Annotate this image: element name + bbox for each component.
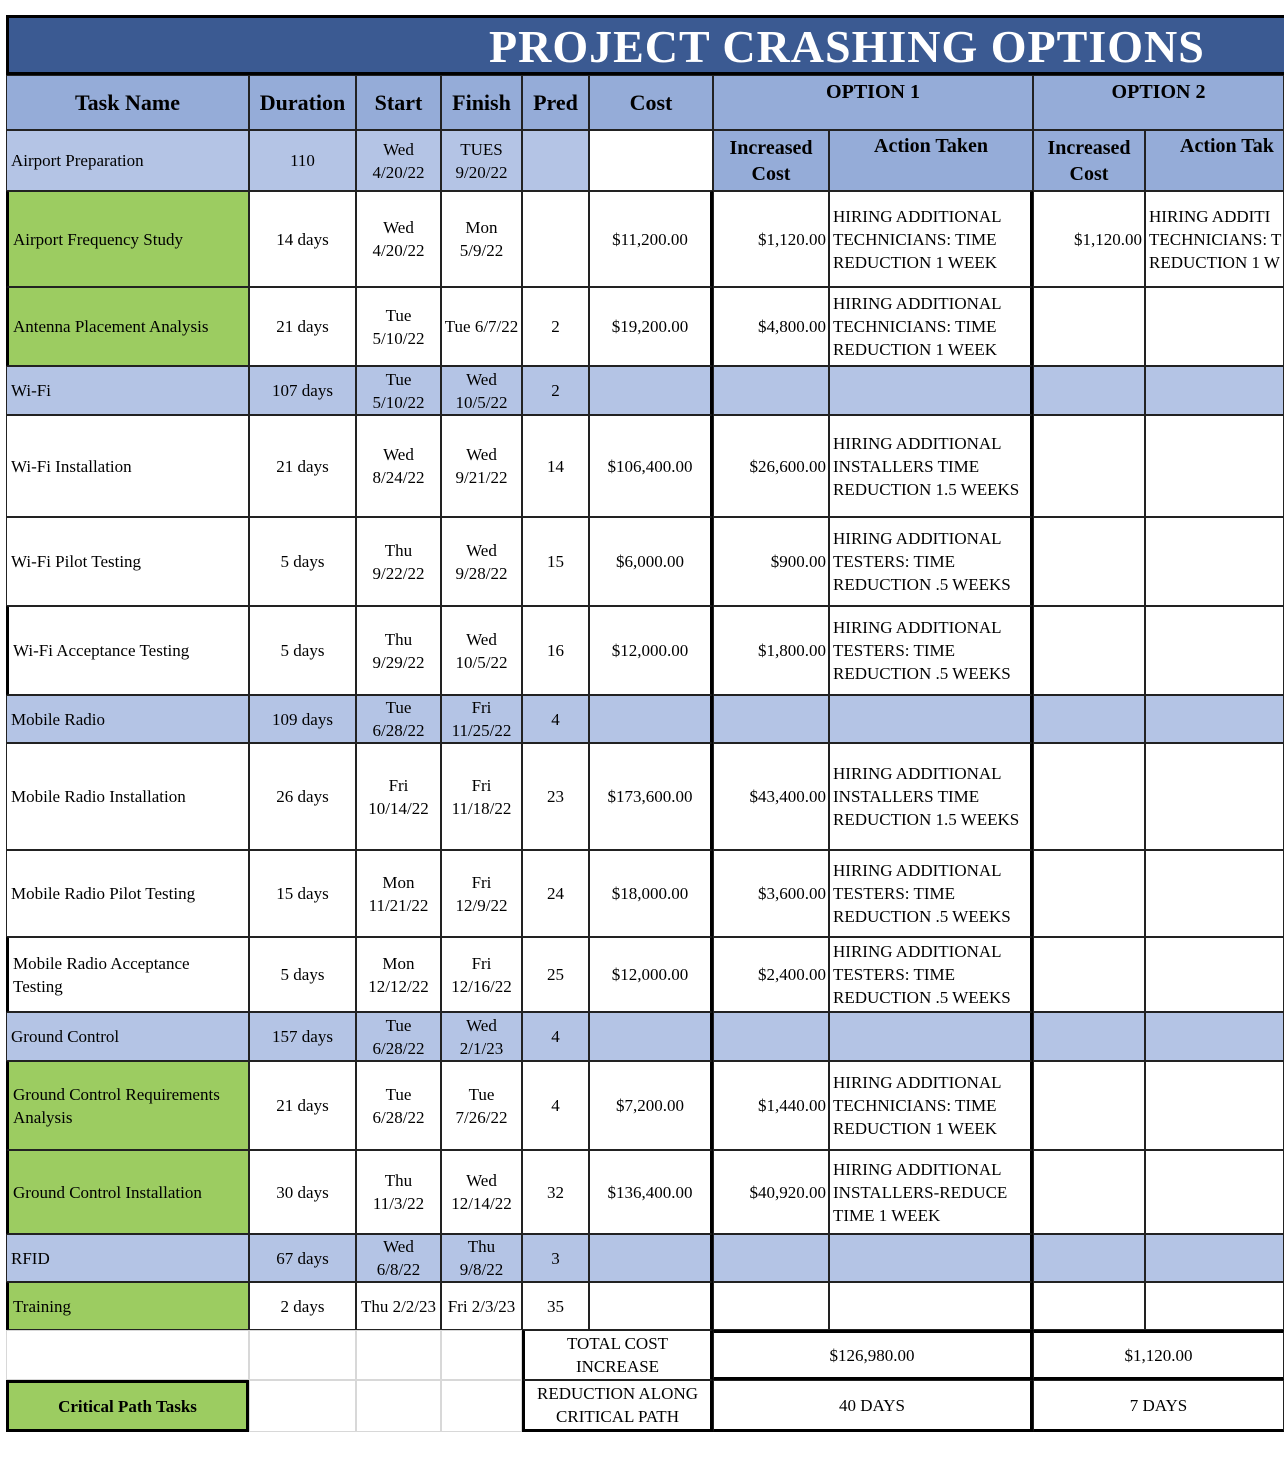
start-cell[interactable]: Wed 4/20/22: [356, 191, 441, 287]
action-taken-1-cell[interactable]: HIRING ADDITIONAL TESTERS: TIME REDUCTION .5 WEEKS: [829, 937, 1033, 1012]
start-cell[interactable]: Thu 9/22/22: [356, 517, 441, 606]
task-name-cell[interactable]: Wi-Fi Installation: [6, 415, 249, 517]
pred-cell[interactable]: 4: [522, 695, 589, 743]
duration-cell[interactable]: 157 days: [249, 1012, 356, 1061]
action-taken-1-cell[interactable]: [829, 366, 1033, 415]
total-cost-label[interactable]: TOTAL COST INCREASE: [522, 1330, 713, 1380]
action-taken-1-cell[interactable]: HIRING ADDITIONAL INSTALLERS TIME REDUCTION 1.5 WEEKS: [829, 743, 1033, 850]
finish-cell[interactable]: Tue 7/26/22: [441, 1061, 522, 1150]
finish-cell[interactable]: Fri 12/16/22: [441, 937, 522, 1012]
increased-cost-2-cell[interactable]: [1033, 1061, 1145, 1150]
action-taken-2-cell[interactable]: [1145, 415, 1284, 517]
action-taken-1-cell[interactable]: HIRING ADDITIONAL TESTERS: TIME REDUCTION .5 WEEKS: [829, 850, 1033, 937]
action-taken-1-cell[interactable]: [829, 1234, 1033, 1282]
duration-cell[interactable]: 107 days: [249, 366, 356, 415]
action-taken-2-cell[interactable]: [1145, 695, 1284, 743]
finish-cell[interactable]: Fri 11/18/22: [441, 743, 522, 850]
header-option-2[interactable]: OPTION 2: [1033, 75, 1284, 130]
finish-cell[interactable]: Fri 11/25/22: [441, 695, 522, 743]
reduction-option-2[interactable]: 7 DAYS: [1033, 1380, 1284, 1432]
task-name-cell[interactable]: Mobile Radio: [6, 695, 249, 743]
task-name-cell[interactable]: Wi-Fi Acceptance Testing: [6, 606, 249, 695]
action-taken-1-cell[interactable]: HIRING ADDITIONAL TECHNICIANS: TIME REDUCTION 1 WEEK: [829, 287, 1033, 366]
total-cost-option-2[interactable]: $1,120.00: [1033, 1330, 1284, 1380]
task-name-cell[interactable]: Mobile Radio Acceptance Testing: [6, 937, 249, 1012]
header-option-1[interactable]: OPTION 1: [713, 75, 1033, 130]
header-pred[interactable]: Pred: [522, 75, 589, 130]
increased-cost-2-cell[interactable]: [1033, 1282, 1145, 1330]
pred-cell[interactable]: 14: [522, 415, 589, 517]
pred-cell[interactable]: 24: [522, 850, 589, 937]
finish-cell[interactable]: Tue 6/7/22: [441, 287, 522, 366]
cost-cell[interactable]: [589, 1012, 713, 1061]
action-taken-2-cell[interactable]: [1145, 1012, 1284, 1061]
start-cell[interactable]: Wed 6/8/22: [356, 1234, 441, 1282]
duration-cell[interactable]: 2 days: [249, 1282, 356, 1330]
action-taken-1-cell[interactable]: HIRING ADDITIONAL INSTALLERS TIME REDUCTION 1.5 WEEKS: [829, 415, 1033, 517]
pred-cell[interactable]: 2: [522, 287, 589, 366]
cost-cell[interactable]: $173,600.00: [589, 743, 713, 850]
increased-cost-2-cell[interactable]: [1033, 695, 1145, 743]
pred-cell[interactable]: 25: [522, 937, 589, 1012]
pred-cell[interactable]: [522, 191, 589, 287]
increased-cost-1-cell[interactable]: $2,400.00: [713, 937, 829, 1012]
pred-cell[interactable]: 16: [522, 606, 589, 695]
empty-cell[interactable]: [356, 1330, 441, 1380]
action-taken-2-cell[interactable]: [1145, 937, 1284, 1012]
start-cell[interactable]: Mon 11/21/22: [356, 850, 441, 937]
cost-cell[interactable]: $18,000.00: [589, 850, 713, 937]
task-name-cell[interactable]: Antenna Placement Analysis: [6, 287, 249, 366]
increased-cost-1-cell[interactable]: $43,400.00: [713, 743, 829, 850]
task-name-cell[interactable]: Ground Control Requirements Analysis: [6, 1061, 249, 1150]
duration-cell[interactable]: 21 days: [249, 1061, 356, 1150]
action-taken-2-cell[interactable]: [1145, 743, 1284, 850]
duration-cell[interactable]: 5 days: [249, 937, 356, 1012]
duration-cell[interactable]: 26 days: [249, 743, 356, 850]
action-taken-2-cell[interactable]: [1145, 1061, 1284, 1150]
duration-cell[interactable]: 110: [249, 130, 356, 191]
duration-cell[interactable]: 30 days: [249, 1150, 356, 1234]
finish-cell[interactable]: TUES 9/20/22: [441, 130, 522, 191]
total-cost-option-1[interactable]: $126,980.00: [713, 1330, 1033, 1380]
empty-cell[interactable]: [356, 1380, 441, 1432]
increased-cost-2-cell[interactable]: [1033, 517, 1145, 606]
finish-cell[interactable]: Mon 5/9/22: [441, 191, 522, 287]
increased-cost-1-cell[interactable]: $40,920.00: [713, 1150, 829, 1234]
task-name-cell[interactable]: RFID: [6, 1234, 249, 1282]
header-action-taken-2[interactable]: Action Tak: [1145, 130, 1284, 191]
increased-cost-1-cell[interactable]: $26,600.00: [713, 415, 829, 517]
action-taken-2-cell[interactable]: [1145, 606, 1284, 695]
empty-cell[interactable]: [441, 1380, 522, 1432]
cost-cell[interactable]: $106,400.00: [589, 415, 713, 517]
finish-cell[interactable]: Fri 12/9/22: [441, 850, 522, 937]
action-taken-2-cell[interactable]: [1145, 366, 1284, 415]
critical-path-legend[interactable]: Critical Path Tasks: [6, 1380, 249, 1432]
increased-cost-2-cell[interactable]: [1033, 1234, 1145, 1282]
increased-cost-1-cell[interactable]: $1,120.00: [713, 191, 829, 287]
task-name-cell[interactable]: Wi-Fi: [6, 366, 249, 415]
action-taken-1-cell[interactable]: HIRING ADDITIONAL TESTERS: TIME REDUCTION .5 WEEKS: [829, 606, 1033, 695]
header-action-taken-1[interactable]: Action Taken: [829, 130, 1033, 191]
start-cell[interactable]: Tue 6/28/22: [356, 1012, 441, 1061]
action-taken-2-cell[interactable]: [1145, 517, 1284, 606]
empty-cell[interactable]: [6, 1330, 249, 1380]
duration-cell[interactable]: 14 days: [249, 191, 356, 287]
task-name-cell[interactable]: Wi-Fi Pilot Testing: [6, 517, 249, 606]
start-cell[interactable]: Wed 4/20/22: [356, 130, 441, 191]
task-name-cell[interactable]: Ground Control Installation: [6, 1150, 249, 1234]
start-cell[interactable]: Wed 8/24/22: [356, 415, 441, 517]
task-name-cell[interactable]: Mobile Radio Pilot Testing: [6, 850, 249, 937]
increased-cost-1-cell[interactable]: [713, 1234, 829, 1282]
pred-cell[interactable]: 4: [522, 1012, 589, 1061]
start-cell[interactable]: Thu 2/2/23: [356, 1282, 441, 1330]
cost-cell[interactable]: [589, 366, 713, 415]
task-name-cell[interactable]: Mobile Radio Installation: [6, 743, 249, 850]
header-increased-cost-2[interactable]: Increased Cost: [1033, 130, 1145, 191]
cost-cell[interactable]: $136,400.00: [589, 1150, 713, 1234]
reduction-label[interactable]: REDUCTION ALONG CRITICAL PATH: [522, 1380, 713, 1432]
action-taken-1-cell[interactable]: [829, 1282, 1033, 1330]
increased-cost-1-cell[interactable]: $900.00: [713, 517, 829, 606]
finish-cell[interactable]: Wed 9/28/22: [441, 517, 522, 606]
finish-cell[interactable]: Wed 10/5/22: [441, 366, 522, 415]
action-taken-1-cell[interactable]: HIRING ADDITIONAL TECHNICIANS: TIME REDUCTION 1 WEEK: [829, 191, 1033, 287]
start-cell[interactable]: Thu 9/29/22: [356, 606, 441, 695]
pred-cell[interactable]: 3: [522, 1234, 589, 1282]
duration-cell[interactable]: 67 days: [249, 1234, 356, 1282]
increased-cost-1-cell[interactable]: [713, 1282, 829, 1330]
increased-cost-2-cell[interactable]: [1033, 415, 1145, 517]
increased-cost-2-cell[interactable]: [1033, 606, 1145, 695]
finish-cell[interactable]: Wed 2/1/23: [441, 1012, 522, 1061]
cost-cell[interactable]: $19,200.00: [589, 287, 713, 366]
start-cell[interactable]: Thu 11/3/22: [356, 1150, 441, 1234]
cost-cell[interactable]: $6,000.00: [589, 517, 713, 606]
empty-cell[interactable]: [441, 1330, 522, 1380]
header-cost[interactable]: Cost: [589, 75, 713, 130]
pred-cell[interactable]: [522, 130, 589, 191]
cost-cell[interactable]: [589, 1282, 713, 1330]
increased-cost-1-cell[interactable]: $4,800.00: [713, 287, 829, 366]
increased-cost-2-cell[interactable]: [1033, 850, 1145, 937]
increased-cost-1-cell[interactable]: $1,800.00: [713, 606, 829, 695]
task-name-cell[interactable]: Ground Control: [6, 1012, 249, 1061]
cost-cell[interactable]: $11,200.00: [589, 191, 713, 287]
pred-cell[interactable]: 15: [522, 517, 589, 606]
increased-cost-1-cell[interactable]: [713, 695, 829, 743]
action-taken-1-cell[interactable]: [829, 1012, 1033, 1061]
task-name-cell[interactable]: Airport Frequency Study: [6, 191, 249, 287]
action-taken-1-cell[interactable]: [829, 695, 1033, 743]
finish-cell[interactable]: Fri 2/3/23: [441, 1282, 522, 1330]
header-finish[interactable]: Finish: [441, 75, 522, 130]
start-cell[interactable]: Fri 10/14/22: [356, 743, 441, 850]
action-taken-1-cell[interactable]: HIRING ADDITIONAL TECHNICIANS: TIME REDUCTION 1 WEEK: [829, 1061, 1033, 1150]
duration-cell[interactable]: 21 days: [249, 287, 356, 366]
pred-cell[interactable]: 35: [522, 1282, 589, 1330]
pred-cell[interactable]: 4: [522, 1061, 589, 1150]
increased-cost-2-cell[interactable]: [1033, 366, 1145, 415]
pred-cell[interactable]: 23: [522, 743, 589, 850]
header-increased-cost-1[interactable]: Increased Cost: [713, 130, 829, 191]
cost-cell[interactable]: $12,000.00: [589, 937, 713, 1012]
header-start[interactable]: Start: [356, 75, 441, 130]
action-taken-2-cell[interactable]: [1145, 1150, 1284, 1234]
cost-cell[interactable]: $7,200.00: [589, 1061, 713, 1150]
start-cell[interactable]: Mon 12/12/22: [356, 937, 441, 1012]
start-cell[interactable]: Tue 5/10/22: [356, 366, 441, 415]
action-taken-2-cell[interactable]: HIRING ADDITI TECHNICIANS: T REDUCTION 1 W: [1145, 191, 1284, 287]
action-taken-1-cell[interactable]: HIRING ADDITIONAL INSTALLERS-REDUCE TIME 1 WEEK: [829, 1150, 1033, 1234]
title-bar: [6, 15, 1284, 75]
finish-cell[interactable]: Wed 9/21/22: [441, 415, 522, 517]
duration-cell[interactable]: 15 days: [249, 850, 356, 937]
increased-cost-2-cell[interactable]: [1033, 1150, 1145, 1234]
finish-cell[interactable]: Thu 9/8/22: [441, 1234, 522, 1282]
empty-cell[interactable]: [249, 1330, 356, 1380]
duration-cell[interactable]: 109 days: [249, 695, 356, 743]
action-taken-2-cell[interactable]: [1145, 850, 1284, 937]
cost-cell[interactable]: $12,000.00: [589, 606, 713, 695]
pred-cell[interactable]: 2: [522, 366, 589, 415]
reduction-option-1[interactable]: 40 DAYS: [713, 1380, 1033, 1432]
start-cell[interactable]: Tue 6/28/22: [356, 1061, 441, 1150]
pred-cell[interactable]: 32: [522, 1150, 589, 1234]
increased-cost-2-cell[interactable]: [1033, 937, 1145, 1012]
task-name-cell[interactable]: Training: [6, 1282, 249, 1330]
finish-cell[interactable]: Wed 10/5/22: [441, 606, 522, 695]
start-cell[interactable]: Tue 5/10/22: [356, 287, 441, 366]
increased-cost-2-cell[interactable]: [1033, 287, 1145, 366]
action-taken-1-cell[interactable]: HIRING ADDITIONAL TESTERS: TIME REDUCTION .5 WEEKS: [829, 517, 1033, 606]
increased-cost-2-cell[interactable]: [1033, 743, 1145, 850]
finish-cell[interactable]: Wed 12/14/22: [441, 1150, 522, 1234]
empty-cell[interactable]: [249, 1380, 356, 1432]
cost-cell[interactable]: [589, 130, 713, 191]
header-task-name[interactable]: Task Name: [6, 75, 249, 130]
duration-cell[interactable]: 5 days: [249, 517, 356, 606]
header-duration[interactable]: Duration: [249, 75, 356, 130]
increased-cost-1-cell[interactable]: [713, 366, 829, 415]
action-taken-2-cell[interactable]: [1145, 287, 1284, 366]
duration-cell[interactable]: 21 days: [249, 415, 356, 517]
increased-cost-1-cell[interactable]: [713, 1012, 829, 1061]
increased-cost-1-cell[interactable]: $3,600.00: [713, 850, 829, 937]
page-title: PROJECT CRASHING OPTIONS: [489, 21, 1205, 72]
increased-cost-2-cell[interactable]: $1,120.00: [1033, 191, 1145, 287]
task-name-cell[interactable]: Airport Preparation: [6, 130, 249, 191]
increased-cost-2-cell[interactable]: [1033, 1012, 1145, 1061]
action-taken-2-cell[interactable]: [1145, 1282, 1284, 1330]
duration-cell[interactable]: 5 days: [249, 606, 356, 695]
increased-cost-1-cell[interactable]: $1,440.00: [713, 1061, 829, 1150]
cost-cell[interactable]: [589, 1234, 713, 1282]
cost-cell[interactable]: [589, 695, 713, 743]
action-taken-2-cell[interactable]: [1145, 1234, 1284, 1282]
start-cell[interactable]: Tue 6/28/22: [356, 695, 441, 743]
